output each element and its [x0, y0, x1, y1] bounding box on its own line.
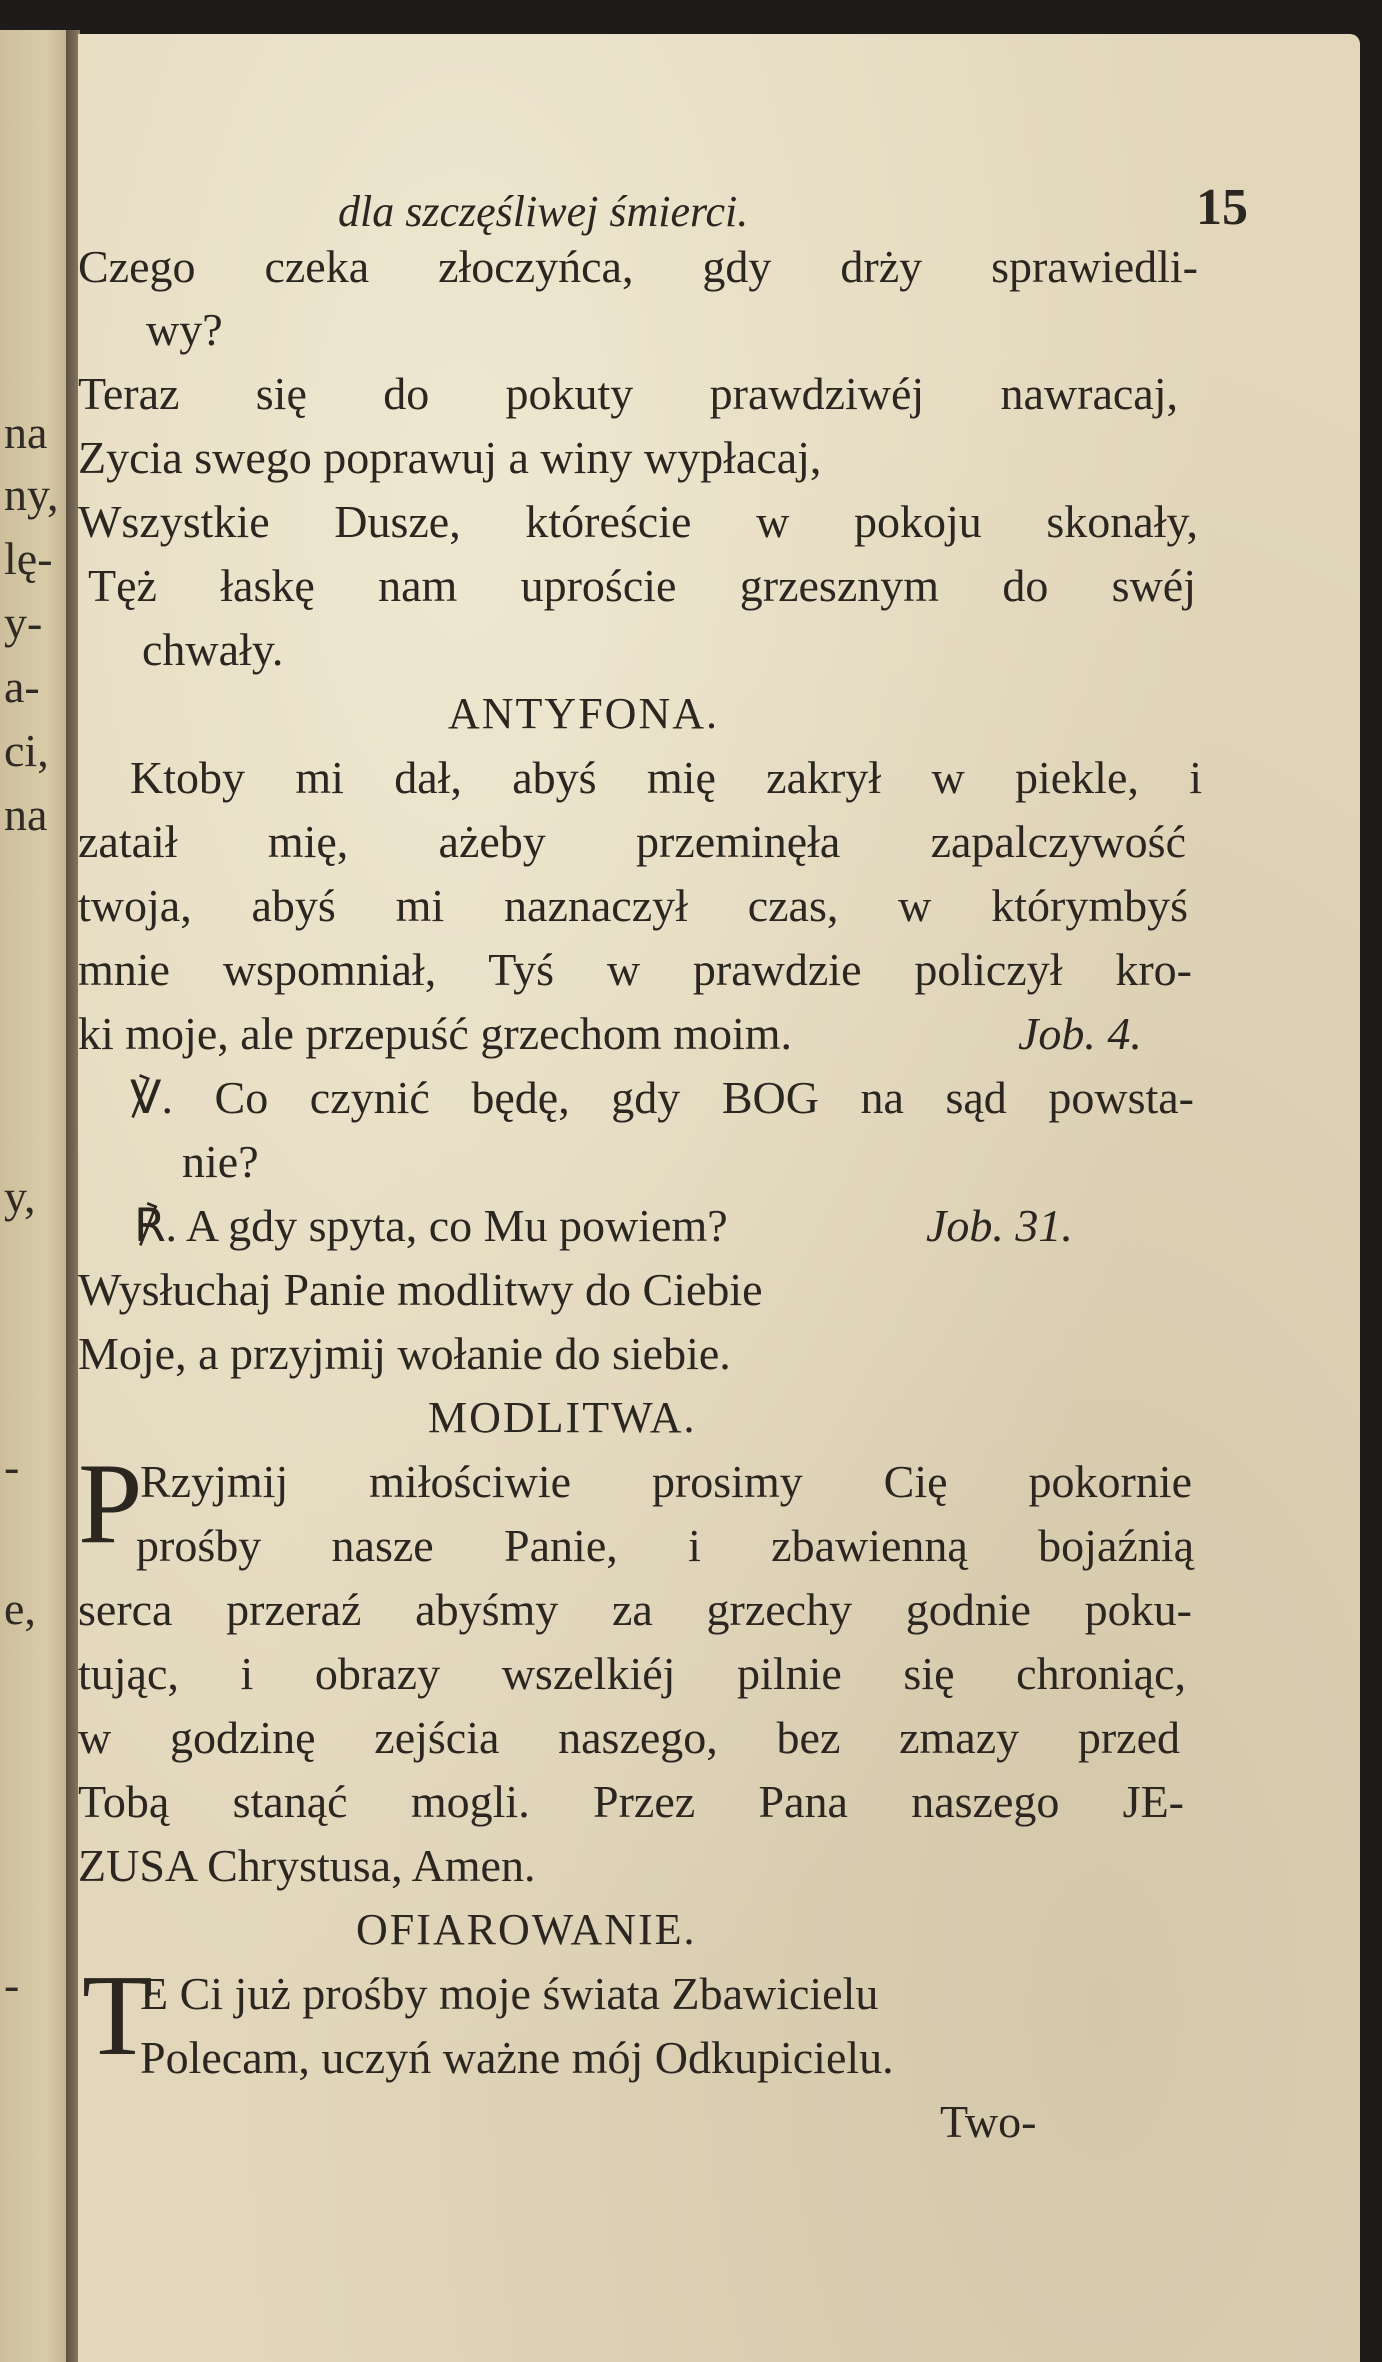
- left-page-fragment: a-: [4, 661, 40, 712]
- text-line: prośby nasze Panie, i zbawienną bojaźnią: [136, 1520, 1194, 1571]
- left-page-fragment: -: [4, 1441, 20, 1492]
- drop-cap-p: P: [78, 1440, 143, 1568]
- versicle-line: ℣. Co czynić będę, gdy BOG na sąd powsta-: [130, 1072, 1194, 1123]
- text-line: ki moje, ale przepuść grzechom moim.: [78, 1008, 793, 1059]
- section-heading-modlitwa: MODLITWA.: [428, 1393, 697, 1442]
- section-heading-antyfona: ANTYFONA.: [448, 689, 719, 738]
- left-page-fragment: e,: [4, 1583, 36, 1634]
- text-line: nie?: [182, 1136, 259, 1187]
- text-line: zataił mię, ażeby przeminęła zapalczywość: [78, 816, 1186, 867]
- left-page-fragment: ny,: [4, 469, 59, 520]
- text-line: twoja, abyś mi naznaczył czas, w którymbyś: [78, 880, 1188, 931]
- left-page-fragment: lę-: [4, 533, 53, 584]
- text-line: serca przeraź abyśmy za grzechy godnie poku-: [78, 1584, 1192, 1635]
- book-page: [78, 34, 1360, 2362]
- left-page-fragment: -: [4, 1959, 20, 2010]
- text-line: Tobą stanąć mogli. Przez Pana naszego JE-: [78, 1776, 1184, 1827]
- text-line: E Ci już prośby moje świata Zbawicielu: [140, 1968, 879, 2019]
- left-page-fragment: y,: [4, 1171, 36, 1222]
- text-line: Tęż łaskę nam uproście grzesznym do swéj: [88, 560, 1196, 611]
- text-line: Polecam, uczyń ważne mój Odkupicielu.: [140, 2032, 894, 2083]
- text-line: Wysłuchaj Panie modlitwy do Ciebie: [78, 1264, 763, 1315]
- text-line: Teraz się do pokuty prawdziwéj nawracaj,: [78, 368, 1178, 419]
- drop-cap-t: T: [82, 1952, 153, 2080]
- running-header-title: dla szczęśliwej śmierci.: [338, 187, 749, 236]
- text-line: Czego czeka złoczyńca, gdy drży sprawiedli-: [78, 241, 1198, 292]
- page-number: 15: [1196, 179, 1248, 236]
- response-line: ℟. A gdy spyta, co Mu powiem?: [134, 1200, 728, 1251]
- left-page-fragment: na: [4, 407, 48, 458]
- text-line: chwały.: [142, 624, 284, 675]
- text-line: Wszystkie Dusze, któreście w pokoju skonały,: [78, 496, 1198, 547]
- left-page-fragment: y-: [4, 597, 43, 648]
- text-line: Ktoby mi dał, abyś mię zakrył w piekle, i: [130, 752, 1202, 803]
- left-page-edge: [0, 30, 76, 2362]
- text-line: w godzinę zejścia naszego, bez zmazy przed: [78, 1712, 1180, 1763]
- text-line: mnie wspomniał, Tyś w prawdzie policzył kro-: [78, 944, 1192, 995]
- text-line: Rzyjmij miłościwie prosimy Cię pokornie: [140, 1456, 1192, 1507]
- text-line: Zycia swego poprawuj a winy wypłacaj,: [78, 432, 822, 483]
- section-heading-ofiarowanie: OFIAROWANIE.: [356, 1905, 697, 1954]
- left-page-fragment: ci,: [4, 725, 49, 776]
- text-line: wy?: [146, 304, 223, 355]
- scripture-reference: Job. 4.: [1018, 1008, 1142, 1059]
- text-line: ZUSA Chrystusa, Amen.: [78, 1840, 536, 1891]
- left-page-fragment: na: [4, 789, 48, 840]
- catchword: Two-: [940, 2096, 1037, 2147]
- text-line: tując, i obrazy wszelkiéj pilnie się chroniąc,: [78, 1648, 1186, 1699]
- text-line: Moje, a przyjmij wołanie do siebie.: [78, 1328, 731, 1379]
- scripture-reference: Job. 31.: [926, 1200, 1073, 1251]
